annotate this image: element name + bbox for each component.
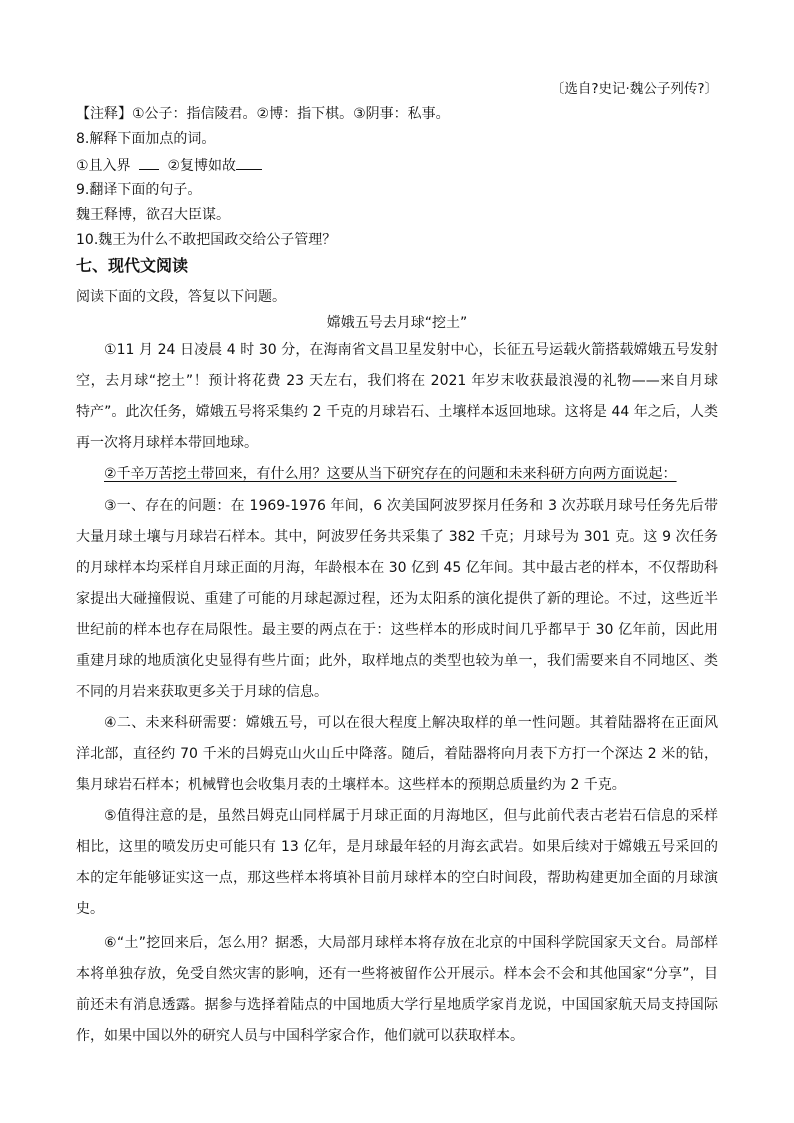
paragraph-3-line: 世纪前的样本也存在局限性。最主要的两点在于：这些样本的形成时间几乎都早于 30 亿年前，因此用: [76, 622, 718, 638]
question-8-item-2: ②复博如故: [167, 158, 237, 174]
question-8-prompt: 8.解释下面加点的词。: [76, 131, 216, 147]
answer-blank-1[interactable]: [139, 155, 159, 170]
paragraph-1-line: ①11 月 24 日凌晨 4 时 30 分，在海南省文昌卫星发射中心，长征五号运载火箭搭载嫦娥五号发射: [104, 342, 718, 358]
question-9-sentence: 魏王释博，欲召大臣谋。: [76, 207, 230, 223]
reading-instruction: 阅读下面的文段，答复以下问题。: [76, 289, 286, 305]
source-citation: 〔选自?史记·魏公子列传?〕: [550, 81, 718, 97]
paragraph-1-line: 特产”。此次任务，嫦娥五号将采集约 2 千克的月球岩石、土壤样本返回地球。这将是 44 年之后，人类: [76, 404, 718, 420]
paragraph-6-line: 作，如果中国以外的研究人员与中国科学家合作，他们就可以获取样本。: [76, 1028, 524, 1044]
paragraph-2-line: ②千辛万苦挖土带回来，有什么用？这要从当下研究存在的问题和未来科研方向两方面说起：: [104, 466, 677, 482]
paragraph-3-line: ③一、存在的问题：在 1969-1976 年间，6 次美国阿波罗探月任务和 3 次苏联月球号任务先后带: [104, 498, 718, 514]
article-title: 嫦娥五号去月球“挖土”: [326, 315, 468, 331]
paragraph-5-line: 相比，这里的喷发历史可能只有 13 亿年，是月球最年轻的月海玄武岩。如果后续对于嫦娥五号采回的: [76, 839, 718, 855]
paragraph-6-line: 前还未有消息透露。据参与选择着陆点的中国地质大学行星地质学家肖龙说，中国国家航天局支持国际: [76, 997, 718, 1013]
answer-blank-2[interactable]: [236, 155, 262, 170]
paragraph-5-line: 史。: [76, 901, 104, 917]
paragraph-6-line: 本将单独存放，免受自然灾害的影响，还有一些将被留作公开展示。样本会不会和其他国家“分享”，目: [76, 966, 718, 982]
paragraph-3-line: 重建月球的地质演化史显得有些片面；此外，取样地点的类型也较为单一，我们需要来自不同地区、类: [76, 653, 718, 669]
question-10: 10.魏王为什么不敢把国政交给公子管理？: [76, 232, 337, 248]
paragraph-1-line: 再一次将月球样本带回地球。: [76, 435, 258, 451]
paragraph-4-line: 集月球岩石样本；机械臂也会收集月表的土壤样本。这些样本的预期总质量约为 2 千克。: [76, 777, 626, 793]
annotation-note: 【注释】①公子：指信陵君。②博：指下棋。③阴事：私事。: [76, 106, 450, 122]
paragraph-4-line: 洋北部，直径约 70 千米的吕姆克山火山丘中降落。随后，着陆器将向月表下方打一个深达 2 米的钻，: [76, 746, 718, 762]
paragraph-3-line: 的月球样本均采样自月球正面的月海，年龄根本在 30 亿到 45 亿年间。其中最古老的样本，不仅帮助科: [76, 560, 718, 576]
paragraph-3-line: 大量月球土壤与月球岩石样本。其中，阿波罗任务共采集了 382 千克；月球号为 301 克。这 9 次任务: [76, 529, 718, 545]
paragraph-6-line: ⑥“土”挖回来后，怎么用？据悉，大局部月球样本将存放在北京的中国科学院国家天文台。局部样: [104, 935, 718, 951]
paragraph-1-line: 空，去月球“挖土”！预计将花费 23 天左右，我们将在 2021 年岁末收获最浪漫的礼物——来自月球: [76, 373, 718, 389]
paragraph-4-line: ④二、未来科研需要：嫦娥五号，可以在很大程度上解决取样的单一性问题。其着陆器将在正面风: [104, 715, 718, 731]
question-9-prompt: 9.翻译下面的句子。: [76, 182, 202, 198]
paragraph-3-line: 家提出大碰撞假说、重建了可能的月球起源过程，还为太阳系的演化提供了新的理论。不过，这些近半: [76, 591, 718, 607]
paragraph-5-line: 本的定年能够证实这一点，那这些样本将填补目前月球样本的空白时间段，帮助构建更加全面的月球演: [76, 870, 718, 886]
paragraph-3-line: 不同的月岩来获取更多关于月球的信息。: [76, 684, 328, 700]
section-heading: 七、现代文阅读: [76, 256, 189, 275]
paragraph-5-line: ⑤值得注意的是，虽然吕姆克山同样属于月球正面的月海地区，但与此前代表古老岩石信息的采样: [104, 808, 718, 824]
question-8-items: [76, 155, 718, 176]
question-8-item-1: ①且入界: [76, 158, 131, 174]
